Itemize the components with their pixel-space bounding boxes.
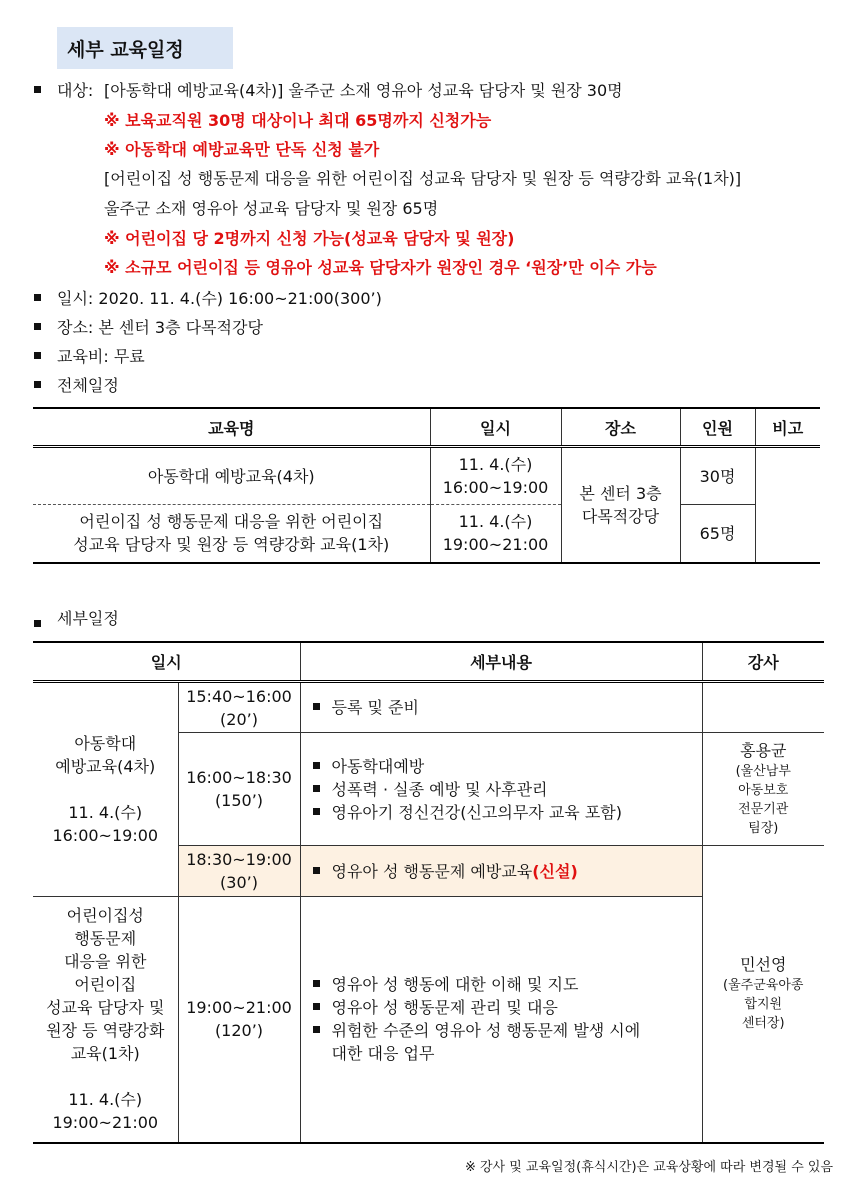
bullet bbox=[34, 352, 41, 359]
header-date: 일시 bbox=[430, 408, 561, 447]
detail-label: 세부일정 bbox=[57, 609, 119, 628]
note-4: ※ 소규모 어린이집 등 영유아 성교육 담당자가 원장인 경우 ‘원장’만 이수 가능 bbox=[104, 258, 657, 277]
place-cell: 본 센터 3층 다목적강당 bbox=[561, 447, 680, 563]
slot1-time: 15:40~16:00 (20’) bbox=[178, 682, 300, 733]
detail-schedule-table bbox=[33, 641, 824, 1144]
row1-course: 아동학대 예방교육(4차) bbox=[33, 447, 430, 505]
slot2-content: 아동학대예방 성폭력 · 실종 예방 및 사후관리 영유아기 정신건강(신고의무자 교육 포함) bbox=[300, 733, 702, 846]
slot4-time: 19:00~21:00 (120’) bbox=[178, 897, 300, 1143]
slot2-time: 16:00~18:30 (150’) bbox=[178, 733, 300, 846]
bullet bbox=[34, 381, 41, 388]
target-main: [아동학대 예방교육(4차)] 울주군 소재 영유아 성교육 담당자 및 원장 30명 bbox=[104, 81, 623, 100]
header-place: 장소 bbox=[561, 408, 680, 447]
target-second-1: [어린이집 성 행동문제 대응을 위한 어린이집 성교육 담당자 및 원장 등 역량강화 교육(1차)] bbox=[104, 169, 742, 188]
footer-note: ※ 강사 및 교육일정(휴식시간)은 교육상황에 따라 변경될 수 있음 bbox=[464, 1160, 833, 1175]
slot3-content: 영유아 성 행동문제 예방교육(신설) bbox=[300, 846, 702, 897]
overall-label: 전체일정 bbox=[57, 376, 119, 395]
target-label: 대상: bbox=[57, 81, 94, 100]
bullet bbox=[34, 323, 41, 330]
fee-line: 교육비: 무료 bbox=[57, 347, 145, 366]
slot4-content: 영유아 성 행동에 대한 이해 및 지도 영유아 성 행동문제 관리 및 대응 위험한 수준의 영유아 성 행동문제 발생 시에 대한 대응 업무 bbox=[300, 897, 702, 1143]
header-datetime: 일시 bbox=[33, 642, 300, 682]
date-line: 일시: 2020. 11. 4.(수) 16:00~21:00(300’) bbox=[57, 289, 382, 308]
place-line: 장소: 본 센터 3층 다목적강당 bbox=[57, 318, 263, 337]
slot1-content: 등록 및 준비 bbox=[300, 682, 702, 733]
instructor2-cell: 민선영 (울주군육아종 합지원 센터장) bbox=[702, 846, 824, 1143]
note-1: ※ 보육교직원 30명 대상이나 최대 65명까지 신청가능 bbox=[104, 111, 492, 130]
row2-count: 65명 bbox=[680, 505, 755, 563]
note-2: ※ 아동학대 예방교육만 단독 신청 불가 bbox=[104, 140, 380, 159]
row1-count: 30명 bbox=[680, 447, 755, 505]
group1-cell: 아동학대 예방교육(4차) 11. 4.(수) 16:00~19:00 bbox=[33, 682, 178, 897]
row2-course: 어린이집 성 행동문제 대응을 위한 어린이집 성교육 담당자 및 원장 등 역량강화 교육(1차) bbox=[33, 505, 430, 563]
slot3-time: 18:30~19:00 (30’) bbox=[178, 846, 300, 897]
bullet bbox=[34, 294, 41, 301]
overall-schedule-table bbox=[33, 407, 820, 564]
header-instructor: 강사 bbox=[702, 642, 824, 682]
group2-cell: 어린이집성 행동문제 대응을 위한 어린이집 성교육 담당자 및 원장 등 역량강화 교육(1차) 11. 4.(수) 19:00~21:00 bbox=[33, 897, 178, 1143]
row1-date: 11. 4.(수) 16:00~19:00 bbox=[430, 447, 561, 505]
bullet bbox=[34, 620, 41, 627]
page-title: 세부 교육일정 bbox=[57, 27, 233, 69]
slot1-instructor bbox=[702, 682, 824, 733]
header-content: 세부내용 bbox=[300, 642, 702, 682]
row2-date: 11. 4.(수) 19:00~21:00 bbox=[430, 505, 561, 563]
note-cell bbox=[755, 447, 820, 563]
target-second-2: 울주군 소재 영유아 성교육 담당자 및 원장 65명 bbox=[104, 199, 439, 218]
header-course: 교육명 bbox=[33, 408, 430, 447]
header-note: 비고 bbox=[755, 408, 820, 447]
note-3: ※ 어린이집 당 2명까지 신청 가능(성교육 담당자 및 원장) bbox=[104, 229, 515, 248]
bullet bbox=[34, 86, 41, 93]
instructor1-cell: 홍용균 (울산남부 아동보호 전문기관 팀장) bbox=[702, 733, 824, 846]
header-count: 인원 bbox=[680, 408, 755, 447]
